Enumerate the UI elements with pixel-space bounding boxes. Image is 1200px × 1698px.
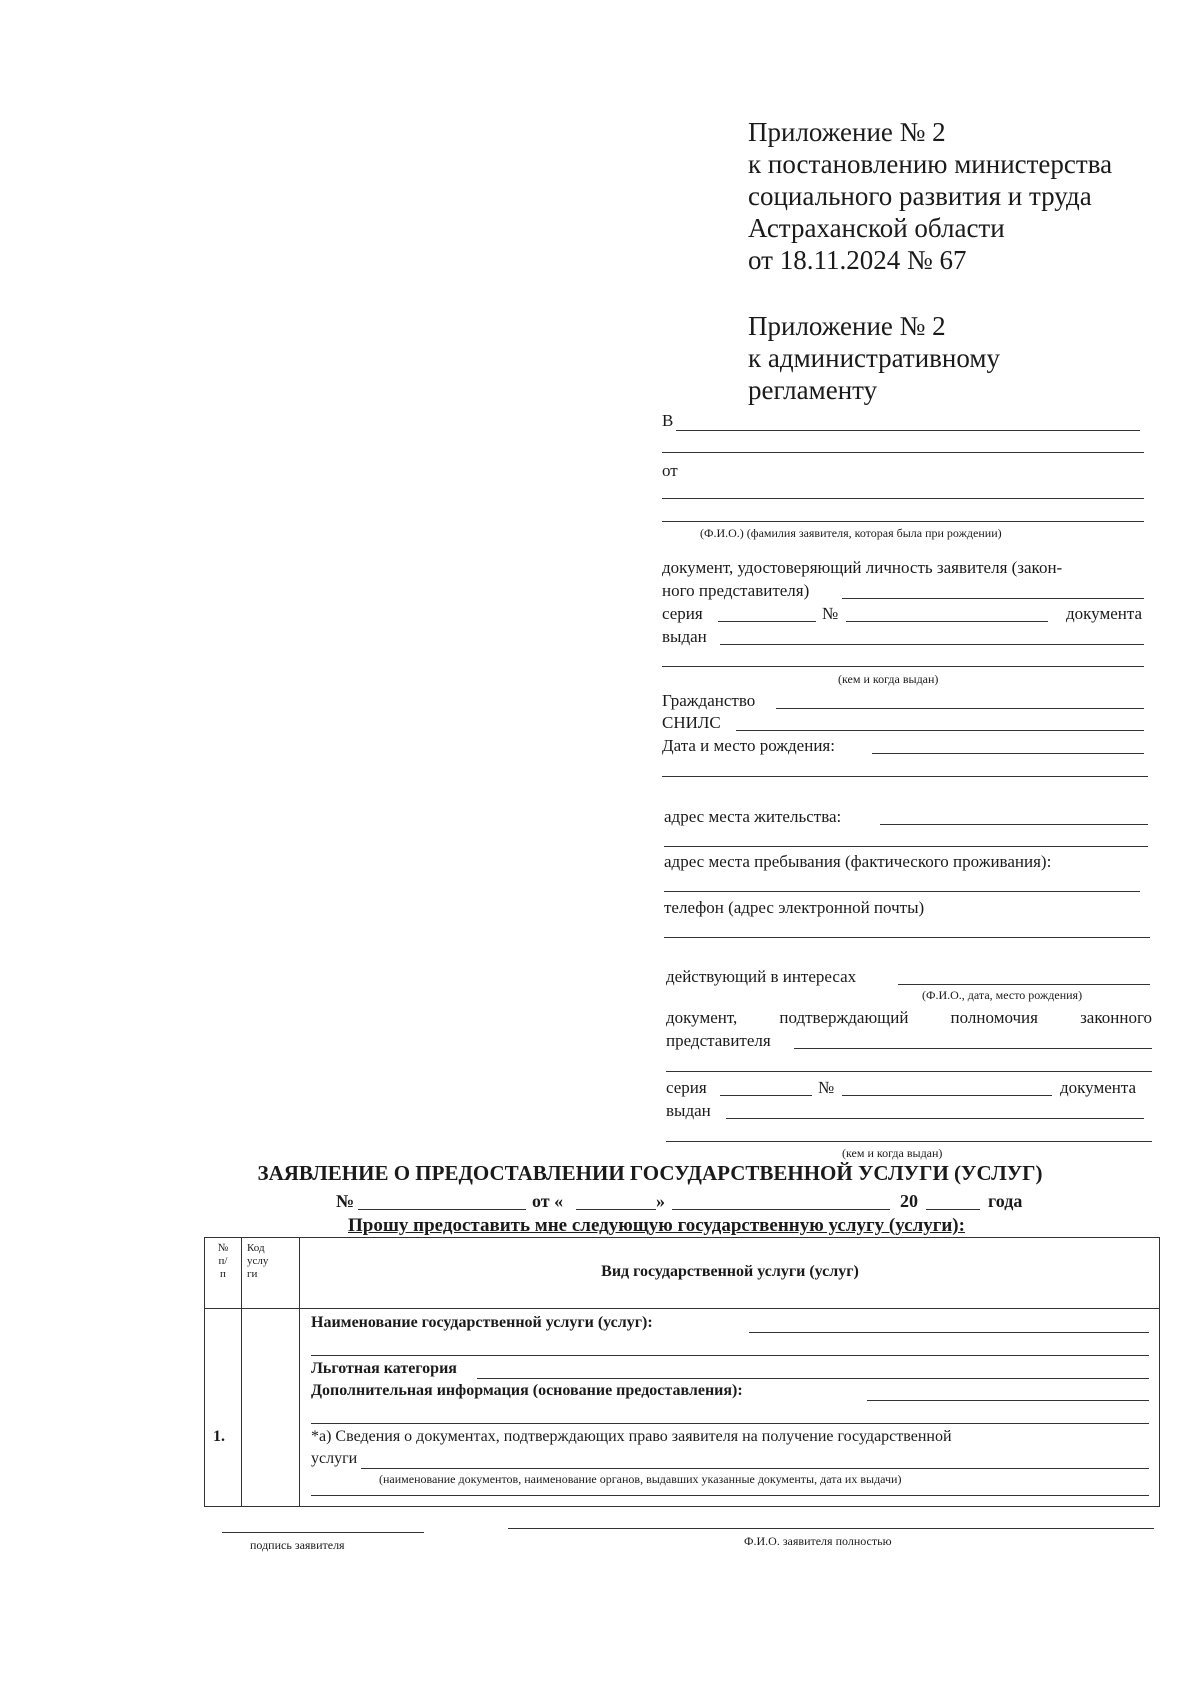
application-year-suffix: года — [988, 1191, 1023, 1211]
label-citizenship: Гражданство — [662, 691, 756, 710]
label-document: документа — [1066, 604, 1143, 623]
table-header-divider — [205, 1308, 1159, 1309]
from-line-2[interactable] — [662, 521, 1144, 522]
label-number: № — [822, 604, 839, 623]
extra-info-label: Дополнительная информация (основание предоставления): — [311, 1382, 743, 1399]
request-text: Прошу предоставить мне следующую государственную услугу (услуги): — [348, 1215, 965, 1236]
rep-doc-line-2[interactable] — [666, 1071, 1152, 1072]
docs-text-1: *а) Сведения о документах, подтверждающих право заявителя на получение государственной — [311, 1428, 952, 1445]
rep-doc-line[interactable] — [794, 1048, 1152, 1049]
application-title: ЗАЯВЛЕНИЕ О ПРЕДОСТАВЛЕНИИ ГОСУДАРСТВЕННОЙ УСЛУГИ (УСЛУГ) — [257, 1161, 1043, 1185]
header-line: к административному — [748, 343, 1000, 373]
issued-line-3[interactable] — [726, 1118, 1144, 1119]
issued-hint: (кем и когда выдан) — [838, 672, 939, 686]
series-line-2[interactable] — [720, 1095, 812, 1096]
col-code-header: Код услу ги — [247, 1242, 269, 1280]
stay-line[interactable] — [664, 891, 1140, 892]
signature-label: подпись заявителя — [250, 1538, 345, 1552]
fio-line[interactable] — [508, 1528, 1154, 1529]
label-stay: адрес места пребывания (фактического проживания): — [664, 852, 1052, 871]
header-line: Приложение № 2 — [748, 117, 946, 147]
docs-text-2: услуги — [311, 1450, 358, 1467]
citizenship-line[interactable] — [776, 708, 1144, 709]
label-phone: телефон (адрес электронной почты) — [664, 898, 925, 917]
acting-hint: (Ф.И.О., дата, место рождения) — [922, 988, 1083, 1002]
to-line-2[interactable] — [662, 452, 1144, 453]
issued-line-4[interactable] — [666, 1141, 1152, 1142]
extra-info-line-2[interactable] — [311, 1423, 1149, 1424]
label-residence: адрес места жительства: — [664, 807, 842, 826]
header-appendix-2 — [748, 310, 1000, 406]
birth-line-2[interactable] — [662, 776, 1148, 777]
label-number-2: № — [818, 1078, 835, 1097]
application-quote: » — [656, 1191, 665, 1211]
header-line: Астраханской области — [748, 213, 1005, 243]
label-acting: действующий в интересах — [666, 967, 857, 986]
extra-info-line[interactable] — [867, 1400, 1149, 1401]
label-series-2: серия — [666, 1078, 707, 1097]
residence-line[interactable] — [880, 824, 1148, 825]
application-day-line[interactable] — [576, 1209, 656, 1210]
number-line[interactable] — [846, 621, 1048, 622]
application-month-line[interactable] — [672, 1209, 890, 1210]
table-divider — [241, 1238, 242, 1506]
label-rep-doc-1: документ, подтверждающий полномочия законного — [666, 1008, 1152, 1027]
snils-line[interactable] — [736, 730, 1144, 731]
header-line: Приложение № 2 — [748, 311, 946, 341]
id-doc-line[interactable] — [842, 598, 1144, 599]
header-line: к постановлению министерства — [748, 149, 1113, 179]
header-line: регламенту — [748, 375, 878, 405]
from-line[interactable] — [662, 498, 1144, 499]
label-document-2: документа — [1060, 1078, 1137, 1097]
series-line[interactable] — [718, 621, 816, 622]
issued-hint-2: (кем и когда выдан) — [842, 1146, 943, 1160]
col-num-header: № п/ п — [217, 1242, 229, 1280]
label-from: от — [662, 461, 678, 480]
label-snils: СНИЛС — [662, 713, 721, 732]
header-appendix-1 — [748, 116, 1112, 276]
service-name-line-2[interactable] — [311, 1355, 1149, 1356]
birth-line[interactable] — [872, 753, 1144, 754]
label-series: серия — [662, 604, 703, 623]
application-from-label: от « — [532, 1191, 564, 1211]
benefit-line[interactable] — [477, 1378, 1149, 1379]
docs-hint: (наименование документов, наименование органов, выдавших указанные документы, дата их выдачи) — [379, 1472, 902, 1486]
label-id-doc-2: ного представителя) — [662, 581, 810, 600]
service-name-line[interactable] — [749, 1332, 1149, 1333]
issued-line-2[interactable] — [662, 666, 1144, 667]
row-number: 1. — [213, 1428, 225, 1445]
col-kind-header: Вид государственной услуги (услуг) — [601, 1263, 859, 1280]
phone-line[interactable] — [664, 937, 1150, 938]
label-to: В — [662, 411, 674, 430]
header-line: от 18.11.2024 № 67 — [748, 245, 967, 275]
services-table — [204, 1237, 1160, 1507]
label-id-doc-1: документ, удостоверяющий личность заявителя (закон- — [662, 558, 1063, 577]
application-year-line[interactable] — [926, 1209, 980, 1210]
header-line: социального развития и труда — [748, 181, 1092, 211]
fio-hint: (Ф.И.О.) (фамилия заявителя, которая была при рождении) — [700, 526, 1002, 540]
residence-line-2[interactable] — [664, 846, 1148, 847]
application-year-prefix: 20 — [900, 1191, 918, 1211]
service-name-label: Наименование государственной услуги (услуг): — [311, 1314, 653, 1331]
application-number-line[interactable] — [358, 1209, 526, 1210]
benefit-label: Льготная категория — [311, 1360, 457, 1377]
to-line[interactable] — [676, 430, 1140, 431]
docs-line-2[interactable] — [311, 1495, 1149, 1496]
label-birth: Дата и место рождения: — [662, 736, 835, 755]
number-line-2[interactable] — [842, 1095, 1052, 1096]
label-rep-doc-2: представителя — [666, 1031, 771, 1050]
issued-line[interactable] — [720, 644, 1144, 645]
application-number-label: № — [336, 1191, 355, 1211]
acting-line[interactable] — [898, 984, 1150, 985]
docs-line[interactable] — [361, 1468, 1149, 1469]
label-issued-2: выдан — [666, 1101, 711, 1120]
fio-label: Ф.И.О. заявителя полностью — [744, 1534, 892, 1548]
signature-line[interactable] — [222, 1532, 424, 1533]
label-issued: выдан — [662, 627, 707, 646]
